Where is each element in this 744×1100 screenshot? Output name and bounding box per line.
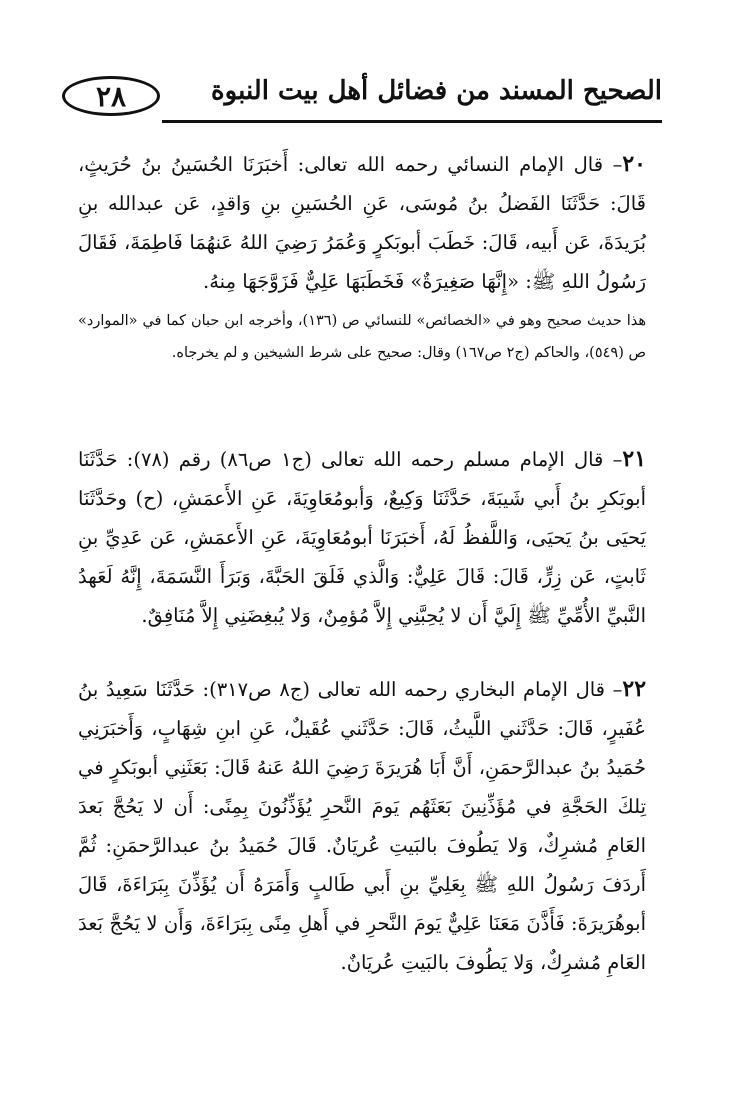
page-number: ٢٨ [62, 76, 160, 116]
entry-21 [78, 440, 646, 635]
hadith-note: هذا حديث صحيح وهو في «الخصائص» للنسائي ص (١٣٦)، وأخرجه ابن حبان كما في «الموارد» ص (٥٤٩)، والحاكم (ج٢ ص١٦٧) وقال: صحيح على شرط الشيخين و لم يخرجاه. [78, 313, 646, 361]
hadith-body: – قال الإمام البخاري رحمه الله تعالى (ج٨ ص٣١٧): حَدَّثَنَا سَعِيدُ بنُ عُفَيرٍ، قَالَ: حَدَّثَني اللَّيثُ، قَالَ: حَدَّثَني عُقَيلٌ، عَنِ ابنِ شِهَابٍ، وَأَخبَرَنِي حُمَيدُ بنُ عبدالرَّحمَنِ، أَنَّ أَبَا هُرَيرَةَ رَضِيَ اللهُ عَنهُ قَالَ: بَعَثَنِي أبوبَكرٍ في تِلكَ الحَجَّةِ في مُؤَذِّنِينَ بَعَثَهُم يَومَ النَّحرِ يُؤَذِّنُونَ بِمِنًى: أَن لا يَحُجَّ بَعدَ العَامِ مُشرِكٌ، وَلا يَطُوفَ بالبَيتِ عُريَانٌ. قَالَ حُمَيدُ بنُ عبدالرَّحمَنِ: ثُمَّ أَردَفَ رَسُولُ اللهِ ﷺ بِعَلِيِّ بنِ أَبي طَالبٍ وَأَمَرَهُ أَن يُؤَذِّنَ بِبَرَاءَةَ، قَالَ أبوهُرَيرَةَ: فَأَذَّنَ مَعَنَا عَلِيٌّ يَومَ النَّحرِ في أَهلِ مِنًى بِبَرَاءَةَ، وَأَن لا يَحُجَّ بَعدَ العَامِ مُشرِكٌ، وَلا يَطُوفَ بالبَيتِ عُريَانٌ. [78, 678, 646, 974]
hadith-number: ٢٠ [622, 151, 646, 177]
hadith-text [78, 440, 646, 635]
page-header [62, 70, 662, 124]
hadith-body: – قال الإمام النسائي رحمه الله تعالى: أَخبَرَنَا الحُسَينُ بنُ حُرَيثٍ، قَالَ: حَدَّثَنَا الفَضلُ بنُ مُوسَى، عَنِ الحُسَينِ بنِ وَاقدٍ، عَن عبدالله بنِ بُرَيدَةَ، عَن أَبيه، قَالَ: خَطَبَ أبوبَكرٍ وَعُمَرُ رَضِيَ اللهُ عَنهُمَا فَاطِمَةَ، فَقَالَ رَسُولُ اللهِ ﷺ: «إِنَّهَا صَغِيرَةٌ» فَخَطَبَهَا عَلِيٌّ فَزَوَّجَهَا مِنهُ. [78, 153, 646, 293]
hadith-text [78, 670, 646, 982]
book-title: الصحيح المسند من فضائل أهل بيت النبوة [211, 76, 662, 106]
entry-20 [78, 145, 646, 369]
hadith-body: – قال الإمام مسلم رحمه الله تعالى (ج١ ص٨٦) رقم (٧٨): حَدَّثَنَا أبوبَكرِ بنُ أَبي شَيبَةَ، حَدَّثَنَا وَكِيعٌ، وَأبومُعَاوِيَةَ، عَنِ الأَعمَشِ، (ح) وحَدَّثَنَا يَحيَى بنُ يَحيَى، وَاللَّفظُ لَهُ، أَخبَرَنَا أبومُعَاوِيَةَ، عَنِ الأَعمَشِ، عَن عَدِيِّ بنِ ثَابتٍ، عَن زِرٍّ، قَالَ: قَالَ عَلِيٌّ: وَالَّذي فَلَقَ الحَبَّةَ، وَبَرَأَ النَّسَمَةَ، إِنَّهُ لَعَهدُ النَّبيِّ الأُمِّيِّ ﷺ إِلَيَّ أَن لا يُحِبَّنِي إِلاَّ مُؤمِنٌ، وَلا يُبغِضَنِي إِلاَّ مُنَافِقٌ. [78, 448, 646, 627]
entry-22 [78, 670, 646, 982]
hadith-number: ٢١ [622, 446, 647, 472]
hadith-text [78, 145, 646, 301]
hadith-number: ٢٢ [622, 676, 647, 702]
header-rule [162, 120, 662, 123]
